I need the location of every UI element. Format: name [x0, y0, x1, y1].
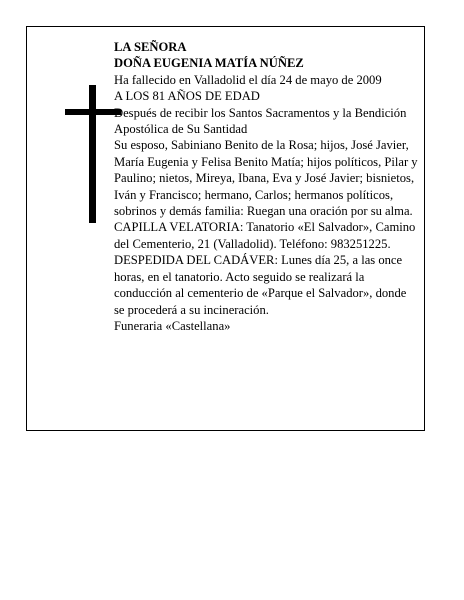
- family-text: Su esposo, Sabiniano Benito de la Rosa; hijos, José Javier, María Eugenia y Felisa Benito Matía; hijos políticos, Pilar y Paulino; nietos, Mireya, Ibana, Eva y José Javier; bisnietos, Iván y Francisco; hermano, Carlos; hermanos políticos, sobrinos y demás familia: Ruegan una oración por su alma.: [114, 138, 418, 219]
- sacraments-text: Después de recibir los Santos Sacramentos y la Bendición Apostólica de Su Santidad: [114, 105, 407, 137]
- obituary-text: [114, 39, 418, 334]
- farewell-text: DESPEDIDA DEL CADÁVER: Lunes día 25, a las once horas, en el tanatorio. Acto seguido se realizará la conducción al cementerio de «Parque el Salvador», donde se procederá a su incineración.: [114, 253, 407, 317]
- cross-icon: [89, 85, 96, 223]
- age-line: A LOS 81 AÑOS DE EDAD: [114, 89, 260, 104]
- deceased-name: DOÑA EUGENIA MATÍA NÚÑEZ: [114, 56, 304, 71]
- notice-title: LA SEÑORA: [114, 40, 187, 54]
- cross-icon-crossbar: [65, 109, 121, 115]
- funeral-home: Funeraria «Castellana»: [114, 318, 231, 333]
- chapel-text: CAPILLA VELATORIA: Tanatorio «El Salvador», Camino del Cementerio, 21 (Valladolid). Teléfono: 983251225.: [114, 220, 416, 251]
- death-line: Ha fallecido en Valladolid el día 24 de mayo de 2009: [114, 72, 382, 87]
